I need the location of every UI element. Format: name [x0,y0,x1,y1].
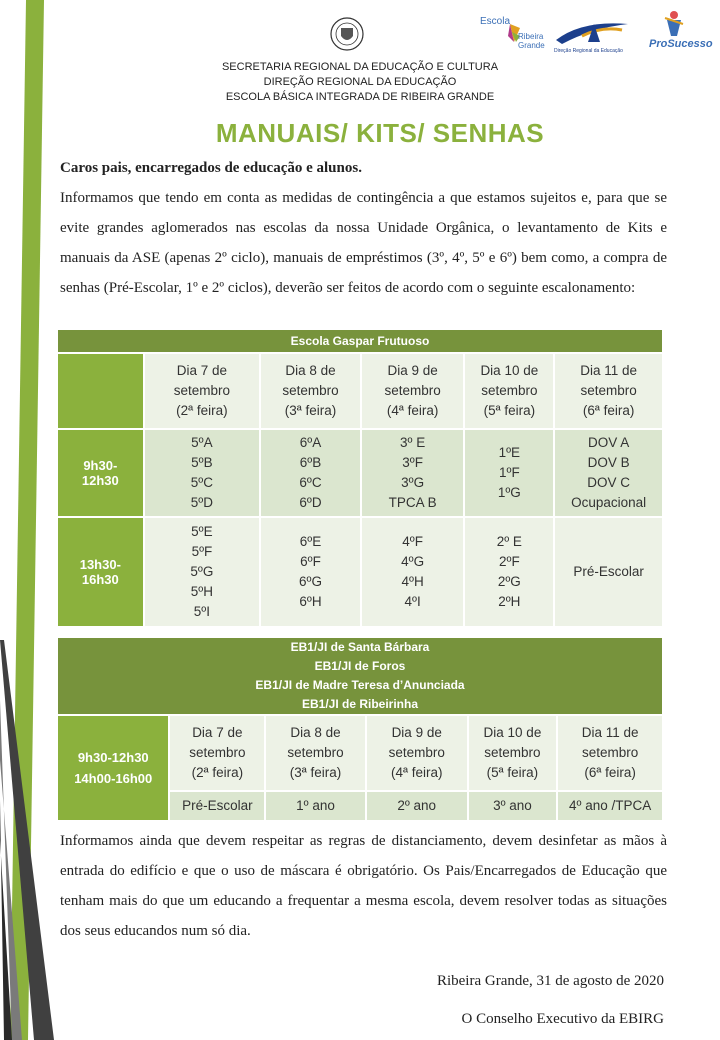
day-header [464,353,554,429]
table-row [57,429,663,517]
day-label: Dia 8 de [285,363,336,378]
class-label: 2ºG [497,574,521,589]
class-label: 6ºH [299,594,322,609]
classes-cell [361,429,465,517]
month-label: setembro [481,383,538,398]
time-start: 9h30- [83,458,118,473]
class-label: 4ºH [401,574,424,589]
day-header [169,715,265,791]
class-label: Pré-Escolar [573,564,644,579]
time-range: 14h00-16h00 [74,771,153,786]
classes-cell [554,517,663,627]
classes-cell [260,429,361,517]
class-label: 6ºA [299,435,322,450]
weekday-label: (2ª feira) [176,403,228,418]
weekday-label: (6ª feira) [584,765,636,780]
class-label: 5ºC [190,475,213,490]
day-label: Dia 7 de [192,725,243,740]
intro-paragraph [60,153,667,303]
decorative-stripes [0,0,60,1040]
time-slot-cell [57,429,144,517]
class-label: 5ºF [191,544,213,559]
class-label: 3ºF [402,455,423,470]
month-label: setembro [388,745,445,760]
class-label: 6ºE [299,534,322,549]
greeting: Caros pais, encarregados de educação e alunos. [60,160,362,176]
corner-cell [57,353,144,429]
place-date: Ribeira Grande, 31 de agosto de 2020 [436,973,664,989]
classes-cell [144,517,261,627]
grade-cell: 4º ano /TPCA [557,791,663,821]
day-header [144,353,261,429]
prosucesso-logo [643,10,715,60]
day-header [361,353,465,429]
class-label: 3ºG [401,475,425,490]
table-row [57,517,663,627]
table-header-row [57,715,663,791]
weekday-label: (3ª feira) [284,403,337,418]
grade-cell: 1º ano [265,791,366,821]
day-header [554,353,663,429]
ebirg-logo-subtitle: Ribeira Grande [518,32,545,50]
month-label: setembro [282,383,339,398]
dre-logo-caption: Direção Regional da Educação [554,48,623,54]
grade-cell: Pré-Escolar [169,791,265,821]
schedule-table-eb1-ji [56,636,664,822]
classes-cell [260,517,361,627]
dre-logo [552,14,632,60]
class-label: 1ºE [498,445,521,460]
classes-cell [144,429,261,517]
day-label: Dia 9 de [387,363,438,378]
classes-cell [464,517,554,627]
day-header [260,353,361,429]
day-label: Dia 10 de [480,363,539,378]
dre-swoosh-icon [552,14,632,48]
letterhead-line-2: DIREÇÃO REGIONAL DA EDUCAÇÃO [263,76,457,88]
class-label: TPCA B [388,495,437,510]
letterhead-line-1: SECRETARIA REGIONAL DA EDUCAÇÃO E CULTURA [221,61,499,73]
class-label: 4ºF [402,534,423,549]
class-label: 5ºH [190,584,213,599]
class-label: 5ºB [191,455,213,470]
classes-cell [554,429,663,517]
class-label: 2ºH [498,594,521,609]
intro-body: Informamos que tendo em conta as medidas de contingência a que estamos sujeitos e, para que se evite grandes aglomerados nas escolas da nossa Unidade Orgânica, o levantamento de Kits e manuais da ASE (apenas 2º ciclo), manuais de empréstimos (3º, 4º, 5º e 6º) bem como, a compra de senhas (Pré-Escolar, 1º e 2º ciclos), deverão ser feitos de acordo com o seguinte escalonamento: [60,190,667,296]
class-label: 5ºD [190,495,213,510]
class-label: 2ºF [499,554,520,569]
day-label: Dia 8 de [290,725,341,740]
time-slot-cell [57,517,144,627]
month-label: setembro [580,383,637,398]
class-label: 5ºA [191,435,213,450]
month-label: setembro [287,745,344,760]
class-label: 4ºI [404,594,421,609]
classes-cell [464,429,554,517]
ebirg-logo-title: Escola [480,16,511,27]
prosucesso-logo-text: ProSucesso [649,38,713,50]
class-label: 1ºG [497,485,521,500]
logo-strip [330,10,715,60]
month-label: setembro [582,745,639,760]
class-label: DOV A [587,435,630,450]
class-label: 4ºG [401,554,425,569]
page-title: MANUAIS/ KITS/ SENHAS [215,118,545,148]
time-start: 13h30- [79,557,121,572]
day-label: Dia 10 de [483,725,542,740]
class-label: 1ºF [499,465,520,480]
weekday-label: (5ª feira) [483,403,536,418]
class-label: 6ºC [299,475,322,490]
class-label: 6ºB [299,455,322,470]
month-label: setembro [484,745,541,760]
class-label: 6ºG [299,574,322,589]
day-header [557,715,663,791]
closing-paragraph: Informamos ainda que devem respeitar as regras de distanciamento, devem desinfetar as mãos à entrada do edifício e que o uso de máscara é obrigatório. Os Pais/Encarregados de Educação que tenham mais do que um educando a frequentar a mesma escola, devem resolver todas as situações dos seus educandos num só dia. [60,833,667,939]
class-label: 5ºI [193,604,210,619]
weekday-label: (4ª feira) [390,765,443,780]
weekday-label: (4ª feira) [386,403,439,418]
classes-cell [361,517,465,627]
table-heading: Escola Gaspar Frutuoso [57,329,663,353]
time-range: 9h30-12h30 [77,750,149,765]
class-label: 5ºE [191,524,213,539]
day-header [366,715,468,791]
day-label: Dia 11 de [580,363,637,378]
ebirg-logo [478,12,548,60]
grade-cell: 2º ano [366,791,468,821]
government-crest-icon [330,14,364,54]
month-label: setembro [384,383,441,398]
class-label: 5ºG [190,564,214,579]
table-header-row [57,353,663,429]
school-name: EB1/JI de Madre Teresa d’Anunciada [255,678,465,692]
day-label: Dia 7 de [176,363,228,378]
schedule-table-gaspar-frutuoso [56,328,664,628]
month-label: setembro [189,745,246,760]
class-label: Ocupacional [571,495,647,510]
letterhead-line-3: ESCOLA BÁSICA INTEGRADA DE RIBEIRA GRANDE [225,91,495,103]
school-name: EB1/JI de Foros [314,659,406,673]
weekday-label: (3ª feira) [289,765,342,780]
school-name: EB1/JI de Santa Bárbara [290,640,430,654]
weekday-label: (6ª feira) [582,403,635,418]
grade-cell: 3º ano [468,791,558,821]
day-header [265,715,366,791]
day-label: Dia 9 de [391,725,442,740]
class-label: DOV C [587,475,630,490]
day-label: Dia 11 de [581,725,639,740]
day-header [468,715,558,791]
letterhead [140,60,580,105]
class-label: 3º E [400,435,426,450]
time-end: 12h30 [81,473,119,488]
class-label: 6ºD [299,495,322,510]
school-name: EB1/JI de Ribeirinha [301,697,419,711]
signature: O Conselho Executivo da EBIRG [461,1011,664,1027]
class-label: 6ºF [300,554,321,569]
class-label: 2º E [496,534,522,549]
class-label: DOV B [587,455,630,470]
person-figure-icon [663,10,685,38]
weekday-label: (2ª feira) [191,765,244,780]
time-end: 16h30 [81,572,119,587]
table-heading [57,637,663,715]
month-label: setembro [173,383,231,398]
time-slot-cell [57,715,169,821]
weekday-label: (5ª feira) [486,765,539,780]
